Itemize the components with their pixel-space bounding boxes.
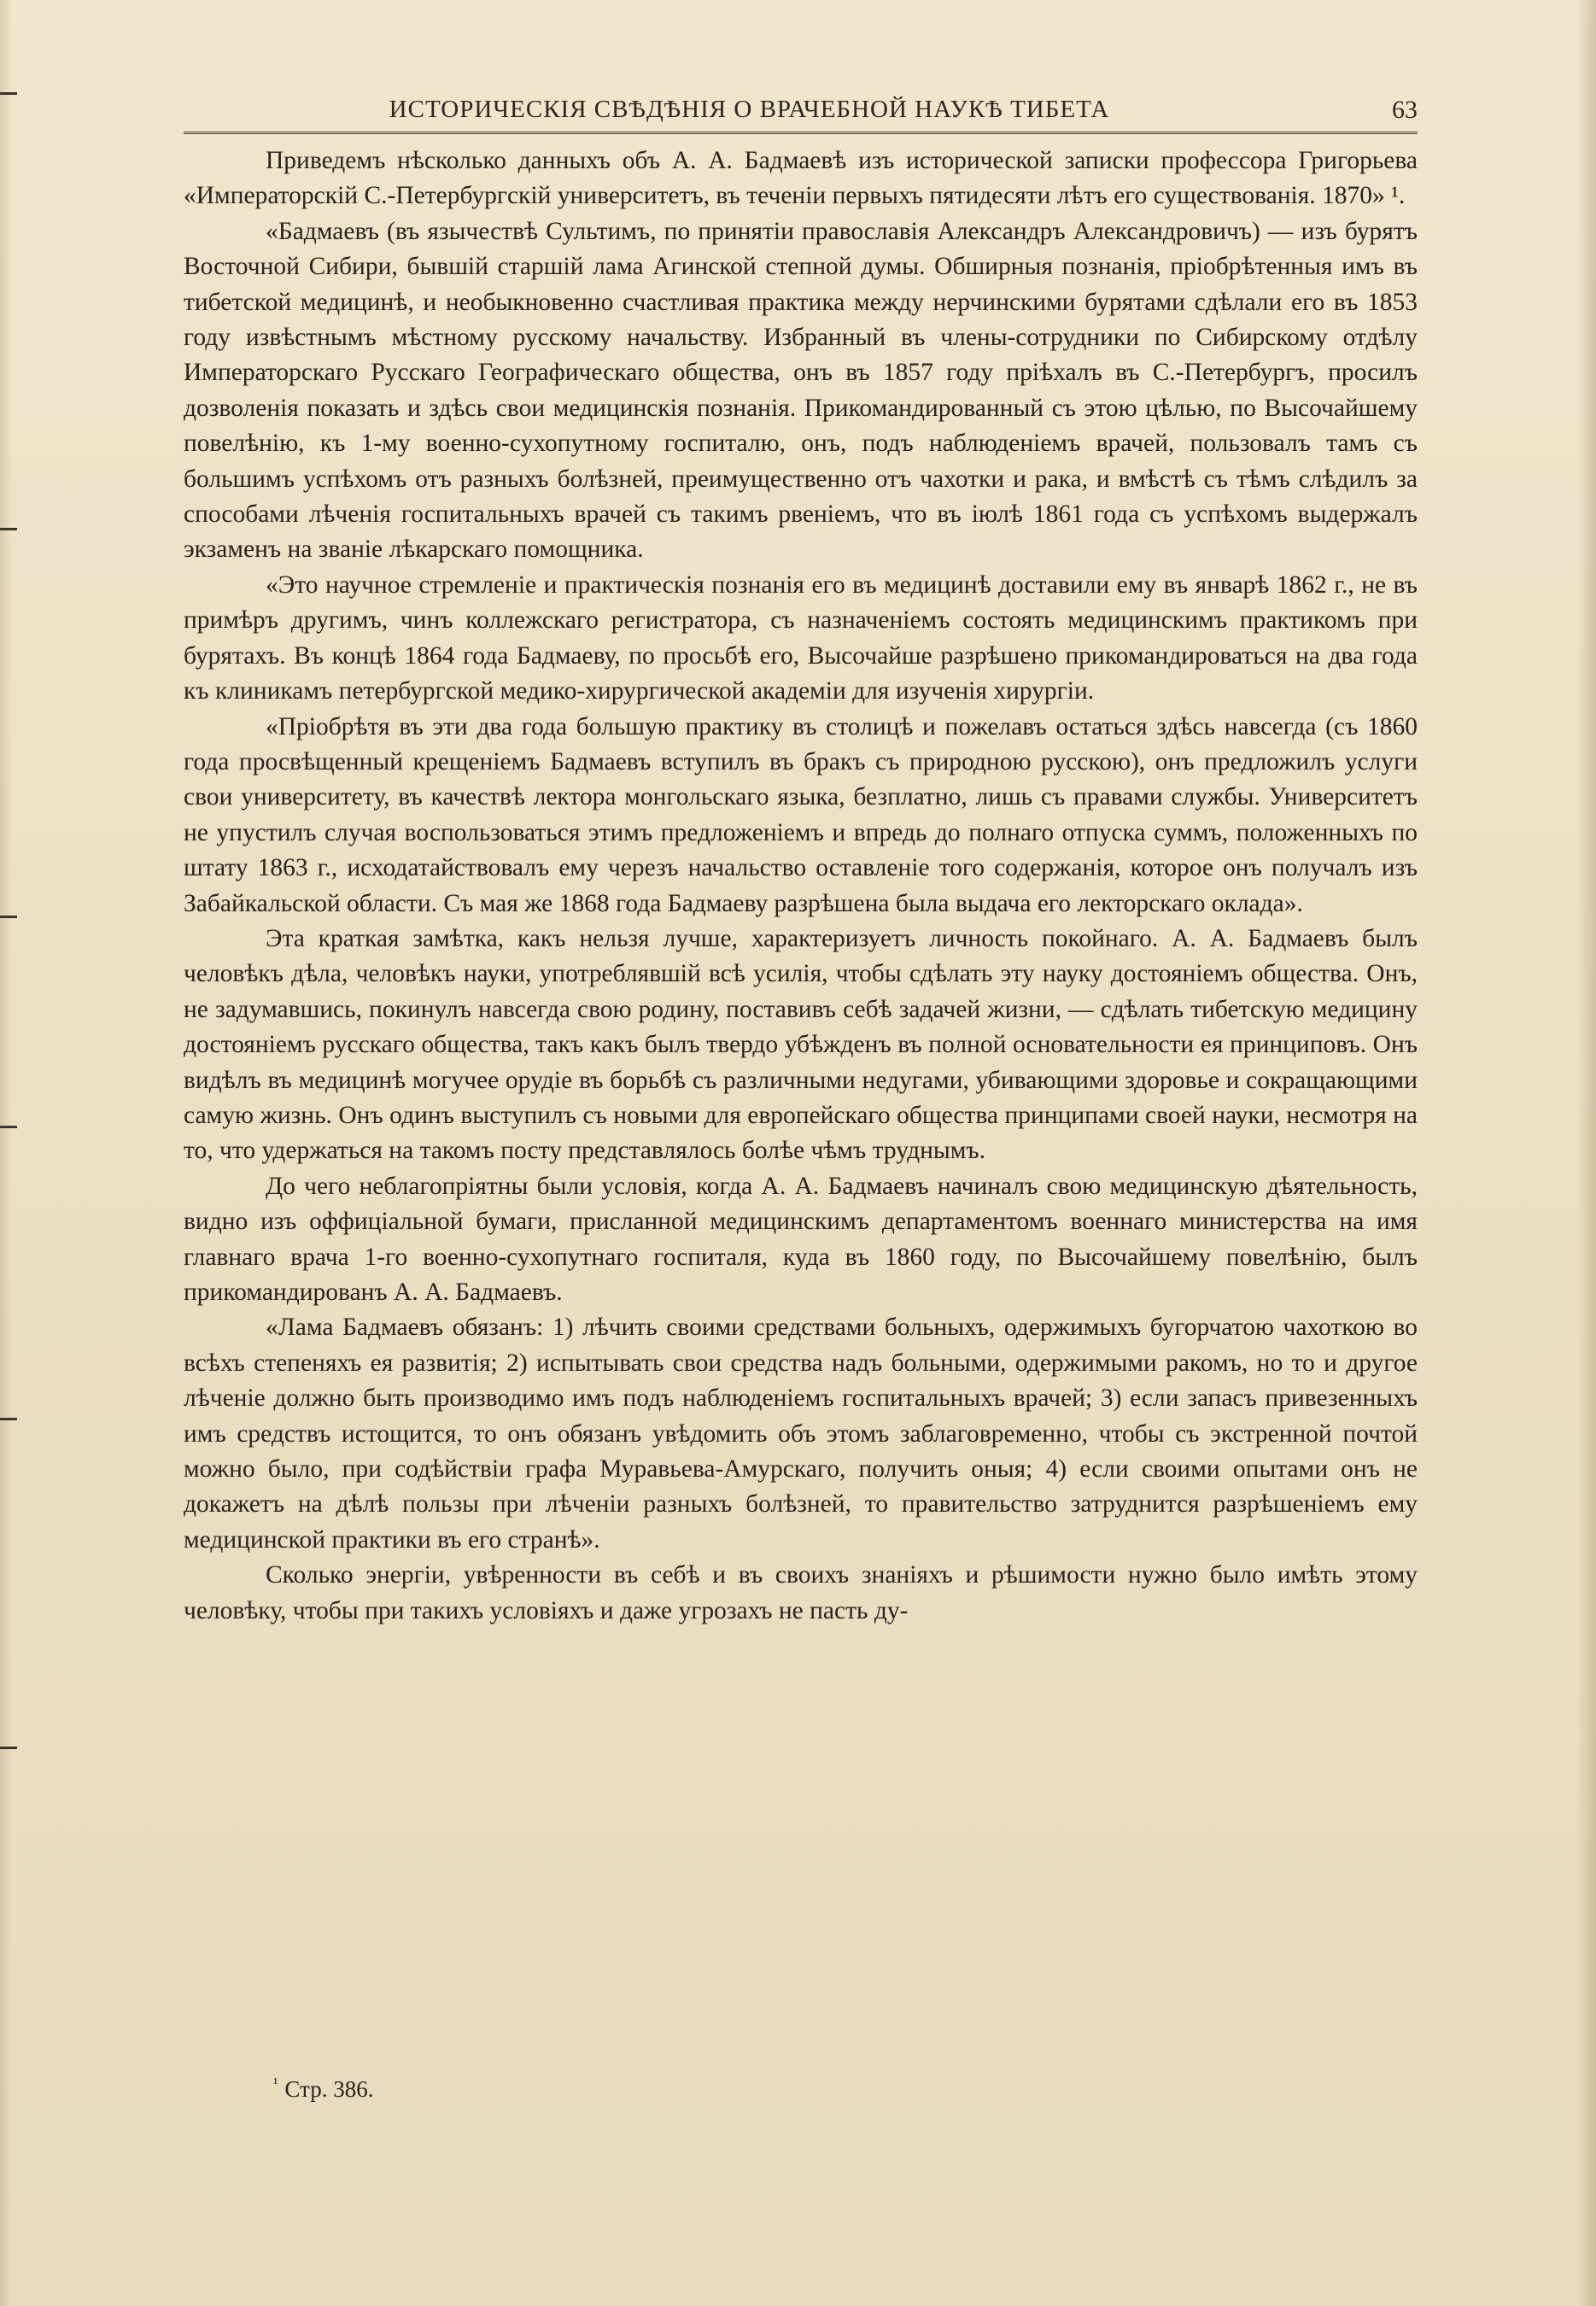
paragraph: «Пріобрѣтя въ эти два года большую практику въ столицѣ и пожелавъ остаться здѣсь навсегда (съ 1860 года просвѣщенный крещеніемъ Бадмаевъ вступилъ въ бракъ съ природною русскою), онъ предложилъ услуги свои университету, въ качествѣ лектора монгольскаго языка, безплатно, лишь съ правами службы. Университетъ не упустилъ случая воспользоваться этимъ предложеніемъ и впредь до полнаго отпуска суммъ, положенныхъ по штату 1863 г., исходатайствовалъ ему черезъ начальство оставленіе того содержанія, которое онъ получалъ изъ Забайкальской области. Съ мая же 1868 года Бадмаеву разрѣшена была выдача его лекторскаго оклада». xyxy=(184,712,1418,917)
paragraph: Сколько энергіи, увѣренности въ себѣ и въ своихъ знаніяхъ и рѣшимости нужно было имѣть этому человѣку, чтобы при такихъ условіяхъ и даже угрозахъ не пасть ду- xyxy=(184,1561,1418,1624)
page-header xyxy=(184,92,1418,135)
footnote-text: Стр. 386. xyxy=(284,2076,374,2102)
margin-tick xyxy=(0,528,17,530)
body-text xyxy=(184,143,1418,1629)
margin-tick xyxy=(0,916,17,918)
paragraph: До чего неблагопріятны были условія, когда А. А. Бадмаевъ начиналъ свою медицинскую дѣятельность, видно изъ оффиціальной бумаги, присланной медицинскимъ департаментомъ военнаго министерства на имя главнаго врача 1-го военно-сухопутнаго госпиталя, куда въ 1860 году, по Высочайшему повелѣнію, былъ прикомандированъ А. А. Бадмаевъ. xyxy=(184,1172,1418,1306)
header-rule xyxy=(184,132,1418,134)
margin-tick xyxy=(0,1747,17,1749)
margin-tick xyxy=(0,1418,17,1420)
page-left-shadow xyxy=(0,0,12,2306)
paragraph: Приведемъ нѣсколько данныхъ объ А. А. Бадмаевѣ изъ исторической записки профессора Григорьева «Императорскій С.-Петербургскій университетъ, въ теченіи первыхъ пятидесяти лѣтъ его существованія. 1870» ¹. xyxy=(184,147,1418,210)
running-title: ИСТОРИЧЕСКІЯ СВѢДѢНІЯ О ВРАЧЕБНОЙ НАУКѢ ТИБЕТА xyxy=(389,96,1110,123)
paragraph: «Бадмаевъ (въ язычествѣ Сультимъ, по принятіи православія Александръ Александровичъ) — изъ бурятъ Восточной Сибири, бывшій старшій лама Агинской степной думы. Обширныя познанія, пріобрѣтенныя имъ въ тибетской медицинѣ, и необыкновенно счастливая практика между нерчинскими бурятами сдѣлали его въ 1853 году извѣстнымъ мѣстному русскому начальству. Избранный въ члены-сотрудники по Сибирскому отдѣлу Императорскаго Русскаго Географическаго общества, онъ въ 1857 году пріѣхалъ въ С.-Петербургъ, просилъ дозволенія показать и здѣсь свои медицинскія познанія. Прикомандированный съ этою цѣлью, по Высочайшему повелѣнію, къ 1-му военно-сухопутному госпиталю, онъ, подъ наблюденіемъ врачей, пользовалъ тамъ съ большимъ успѣхомъ отъ разныхъ болѣзней, преимущественно отъ чахотки и рака, и вмѣстѣ съ тѣмъ слѣдилъ за способами лѣченія госпитальныхъ врачей съ такимъ рвеніемъ, что въ іюлѣ 1861 года съ успѣхомъ выдержалъ экзаменъ на званіе лѣкарскаго помощника. xyxy=(184,217,1418,564)
paragraph: «Лама Бадмаевъ обязанъ: 1) лѣчить своими средствами больныхъ, одержимыхъ бугорчатою чахоткою во всѣхъ степеняхъ ея развитія; 2) испытывать свои средства надъ больными, одержимыми ракомъ, но то и другое лѣченіе должно быть производимо имъ подъ наблюденіемъ госпитальныхъ врачей; 3) если запасъ привезенныхъ имъ средствъ истощится, то онъ обязанъ увѣдомить объ этомъ заблаговременно, чтобы съ экстренной почтой можно было, при содѣйствіи графа Муравьева-Амурскаго, получить оныя; 4) если своими опытами онъ не докажетъ на дѣлѣ пользы при лѣченіи разныхъ болѣзней, то правительство затруднится разрѣшеніемъ ему медицинской практики въ его странѣ». xyxy=(184,1314,1418,1554)
footnote xyxy=(273,2069,373,2104)
page-right-shadow xyxy=(1577,0,1596,2306)
paragraph: «Это научное стремленіе и практическія познанія его въ медицинѣ доставили ему въ январѣ 1862 г., не въ примѣръ другимъ, чинъ коллежскаго регистратора, съ назначеніемъ состоять медицинскимъ практикомъ при бурятахъ. Въ концѣ 1864 года Бадмаеву, по просьбѣ его, Высочайше разрѣшено прикомандироваться на два года къ клиникамъ петербургской медико-хирургической академіи для изученія хирургіи. xyxy=(184,571,1418,705)
paragraph: Эта краткая замѣтка, какъ нельзя лучше, характеризуетъ личность покойнаго. А. А. Бадмаевъ былъ человѣкъ дѣла, человѣкъ науки, употреблявшій всѣ усилія, чтобы сдѣлать эту науку достояніемъ общества. Онъ, не задумавшись, покинулъ навсегда свою родину, поставивъ себѣ задачей жизни, — сдѣлать тибетскую медицину достояніемъ русскаго общества, такъ какъ былъ твердо убѣжденъ въ полной основательности ея принциповъ. Онъ видѣлъ въ медицинѣ могучее орудіе въ борьбѣ съ различными недугами, убивающими здоровье и сокращающими самую жизнь. Онъ одинъ выступилъ съ новыми для европейскаго общества принципами своей науки, несмотря на то, что удержаться на такомъ посту представлялось болѣе чѣмъ труднымъ. xyxy=(184,924,1418,1165)
margin-tick xyxy=(0,92,17,95)
margin-tick xyxy=(0,1126,17,1128)
page-number: 63 xyxy=(1392,96,1418,124)
footnote-mark: ¹ xyxy=(273,2075,278,2092)
